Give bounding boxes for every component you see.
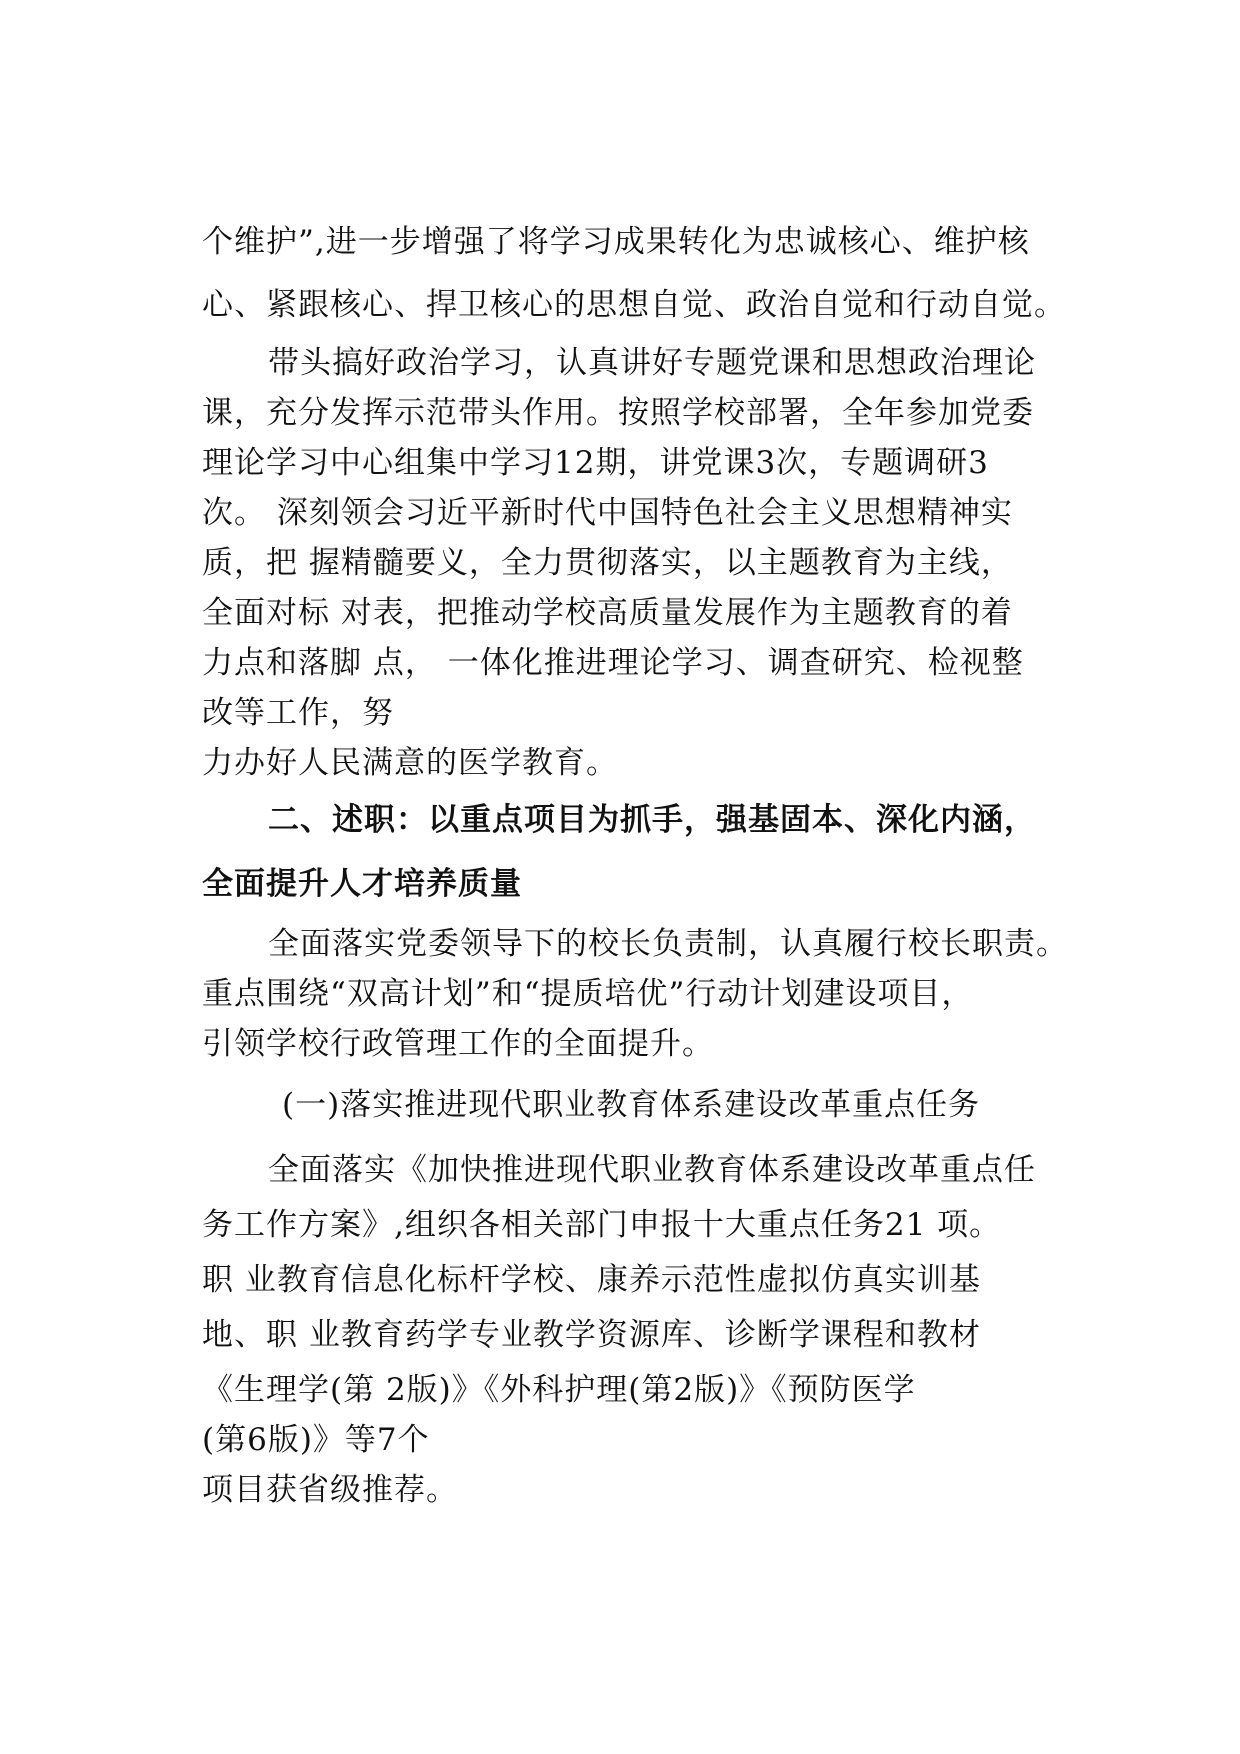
paragraph-start-line: 全面落实党委领导下的校长负责制，认真履行校长职责。 (268, 926, 1068, 962)
text-line: 地、职 业教育药学专业教学资源库、诊断学课程和教材 (202, 1317, 981, 1353)
text-line: 次。 深刻领会习近平新时代中国特色社会主义思想精神实 (202, 495, 1013, 531)
text-line: 理论学习中心组集中学习12期，讲党课3次，专题调研3 (202, 445, 989, 481)
paragraph-start-line: 全面落实《加快推进现代职业教育体系建设改革重点任 (268, 1152, 1036, 1188)
text-line: 改等工作，努 (202, 695, 394, 731)
text-line: 务工作方案》,组织各相关部门申报十大重点任务21 项。 (202, 1207, 1002, 1243)
text-line: 个维护”,进一步增强了将学习成果转化为忠诚核心、维护核 (202, 224, 1030, 260)
paragraph-start-line: 带头搞好政治学习，认真讲好专题党课和思想政治理论 (268, 345, 1036, 381)
section-heading: 二、述职：以重点项目为抓手，强基固本、深化内涵， (268, 802, 1036, 838)
text-line: 课，充分发挥示范带头作用。按照学校部署，全年参加党委 (202, 395, 1034, 431)
subsection-heading: (一)落实推进现代职业教育体系建设改革重点任务 (282, 1087, 981, 1123)
section-heading-continuation: 全面提升人才培养质量 (202, 866, 522, 902)
text-line: (第6版)》等7个 (202, 1422, 430, 1458)
text-line: 力办好人民满意的医学教育。 (202, 745, 618, 781)
text-line: 力点和落脚 点， 一体化推进理论学习、调查研究、检视整 (202, 645, 1024, 681)
text-line: 全面对标 对表，把推动学校高质量发展作为主题教育的着 (202, 595, 1013, 631)
text-line: 心、紧跟核心、捍卫核心的思想自觉、政治自觉和行动自觉。 (202, 287, 1066, 323)
text-line: 质，把 握精髓要义，全力贯彻落实，以主题教育为主线， (202, 545, 1013, 581)
text-line: 重点围绕“双高计划”和“提质培优”行动计划建设项目， (202, 976, 974, 1012)
text-line: 职 业教育信息化标杆学校、康养示范性虚拟仿真实训基 (202, 1262, 981, 1298)
text-line: 引领学校行政管理工作的全面提升。 (202, 1026, 714, 1062)
text-line: 《生理学(第 2版)》《外科护理(第2版)》《预防医学 (202, 1372, 916, 1408)
text-line: 项目获省级推荐。 (202, 1472, 458, 1508)
